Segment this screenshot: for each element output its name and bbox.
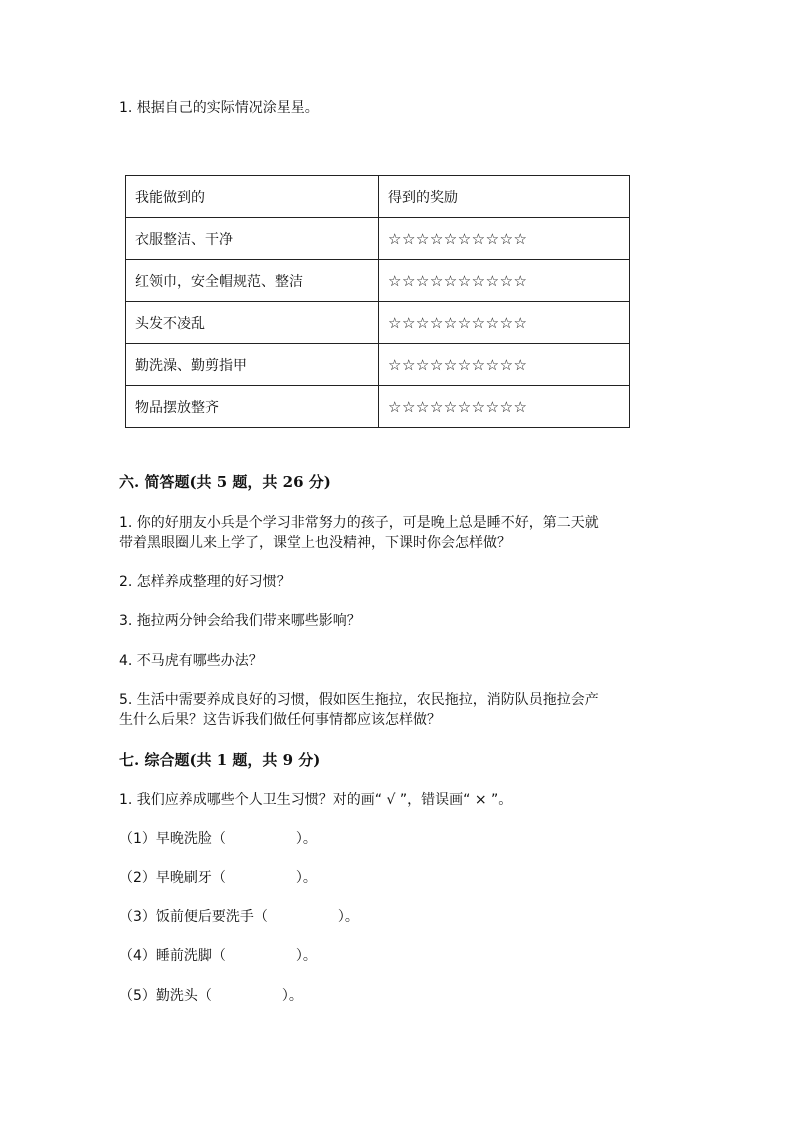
table-row [126,218,630,260]
table-cell-stars[interactable]: ☆☆☆☆☆☆☆☆☆☆ [379,344,630,386]
answer-item-label: （1）早晚洗脸（ [119,831,226,847]
intro-question: 1. 根据自己的实际情况涂星星。 [119,100,319,116]
section-7-q1: 1. 我们应养成哪些个人卫生习惯？对的画“ √ ”，错误画“ × ”。 [119,792,513,808]
answer-item-label: （4）睡前洗脚（ [119,948,226,964]
answer-item-5 [119,986,303,1006]
answer-item-label: （2）早晚刷牙（ [119,870,226,886]
table-cell-stars[interactable]: ☆☆☆☆☆☆☆☆☆☆ [379,218,630,260]
table-row [126,344,630,386]
table-cell-item: 红领巾，安全帽规范、整洁 [126,260,379,302]
table-header-cell: 得到的奖励 [379,176,630,218]
reward-table [125,175,630,428]
table-header-cell: 我能做到的 [126,176,379,218]
answer-item-label: （3）饭前便后要洗手（ [119,909,268,925]
answer-item-4 [119,946,317,966]
section-6-q2: 2. 怎样养成整理的好习惯？ [119,574,291,590]
answer-item-end: ）。 [337,909,359,925]
table-cell-item: 物品摆放整齐 [126,386,379,428]
answer-item-label: （5）勤洗头（ [119,988,212,1004]
section-7-title: 七. 综合题(共 1 题，共 9 分) [119,751,321,769]
table-cell-item: 头发不凌乱 [126,302,379,344]
answer-item-end: ）。 [295,831,317,847]
section-6-q3: 3. 拖拉两分钟会给我们带来哪些影响？ [119,613,361,629]
table-cell-item: 衣服整洁、干净 [126,218,379,260]
section-6-title: 六. 简答题(共 5 题，共 26 分) [119,473,331,491]
table-row [126,260,630,302]
answer-item-3 [119,907,359,927]
section-6-q5-line2: 生什么后果？这告诉我们做任何事情都应该怎样做？ [119,712,441,728]
section-6-q5-line1: 5. 生活中需要养成良好的习惯，假如医生拖拉，农民拖拉，消防队员拖拉会产 [119,692,599,708]
section-6-q4: 4. 不马虎有哪些办法？ [119,653,263,669]
table-cell-stars[interactable]: ☆☆☆☆☆☆☆☆☆☆ [379,302,630,344]
table-header-row [126,176,630,218]
section-6-q1-line2: 带着黑眼圈儿来上学了，课堂上也没精神，下课时你会怎样做？ [119,535,511,551]
answer-item-end: ）。 [295,870,317,886]
answer-item-2 [119,868,317,888]
answer-item-end: ）。 [281,988,303,1004]
table-row [126,302,630,344]
section-6-q1-line1: 1. 你的好朋友小兵是个学习非常努力的孩子，可是晚上总是睡不好，第二天就 [119,515,599,531]
answer-item-end: ）。 [295,948,317,964]
table-row [126,386,630,428]
table-cell-item: 勤洗澡、勤剪指甲 [126,344,379,386]
answer-item-1 [119,829,317,849]
table-cell-stars[interactable]: ☆☆☆☆☆☆☆☆☆☆ [379,386,630,428]
table-cell-stars[interactable]: ☆☆☆☆☆☆☆☆☆☆ [379,260,630,302]
